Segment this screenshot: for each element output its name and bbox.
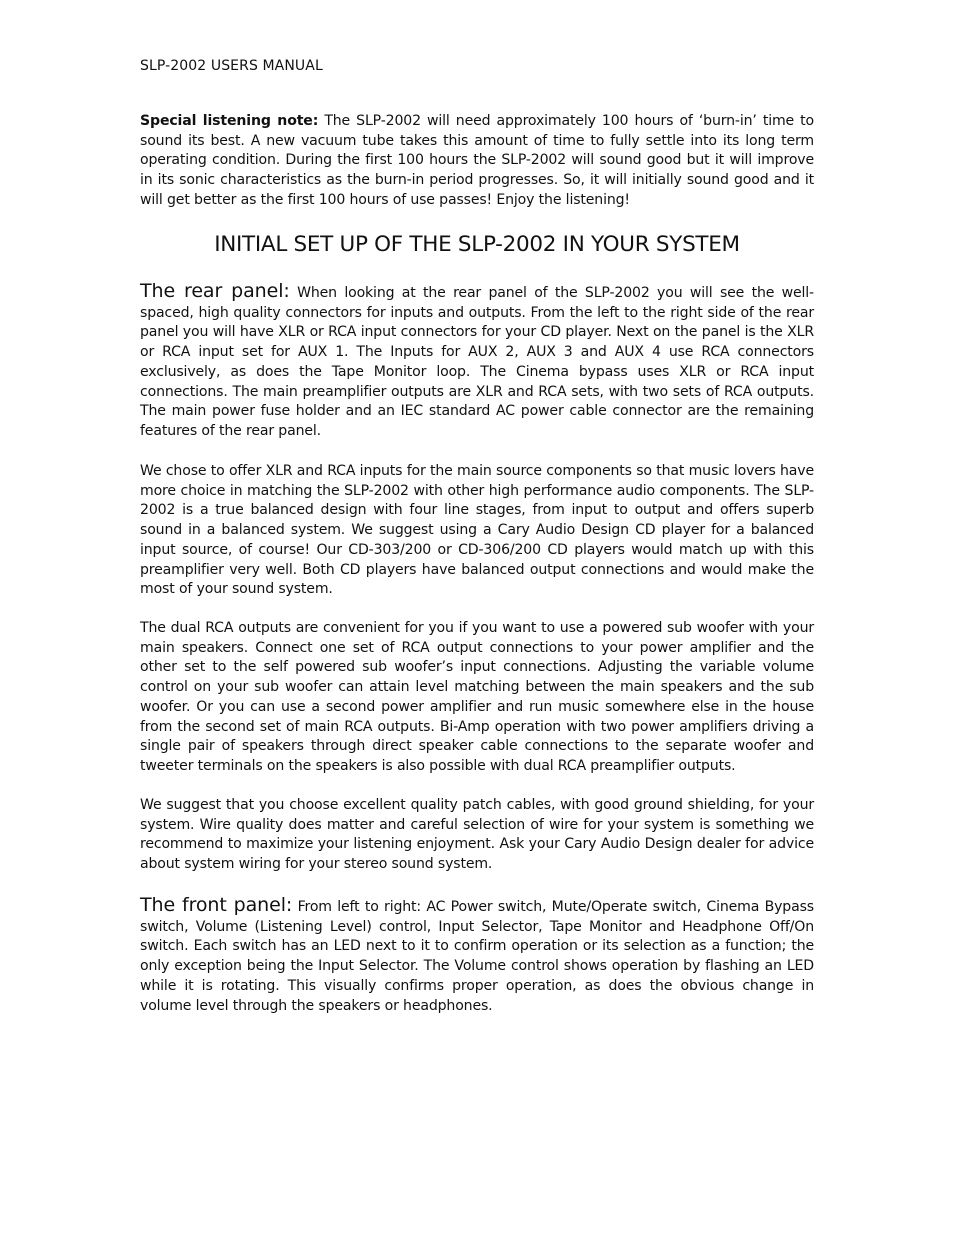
front-panel-text: From left to right: AC Power switch, Mute/Operate switch, Cinema Bypass switch, Volume (Listening Level) control, Input Selector, Tape Monitor and Headphone Off/On switch. Each switch has an LED next to it to confirm operation or its selection as a function; the only exception being the Input Selector. The Volume control shows operation by flashing an LED while it is rotating. This visually confirms proper operation, as does the obvious change in volume level through the speakers or headphones. [140,899,814,1014]
front-panel-paragraph [140,896,814,1016]
rear-panel-text: When looking at the rear panel of the SLP-2002 you will see the well-spaced, high quality connectors for inputs and outputs. From the left to the right side of the rear panel you will have XLR or RCA input connectors for your CD player. Next on the panel is the XLR or RCA input set for AUX 1. The Inputs for AUX 2, AUX 3 and AUX 4 use RCA connectors exclusively, as does the Tape Monitor loop. The Cinema bypass uses XLR or RCA input connections. The main preamplifier outputs are XLR and RCA sets, with two sets of RCA outputs. The main power fuse holder and an IEC standard AC power cable connector are the remaining features of the rear panel. [140,285,814,439]
special-note-lead: Special listening note: [140,113,319,129]
special-note-text: The SLP-2002 will need approximately 100 hours of ‘burn-in’ time to sound its best. A new vacuum tube takes this amount of time to fully settle into its long term operating condition. During the first 100 hours the SLP-2002 will sound good but it will improve in its sonic characteristics as the burn-in period progresses. So, it will initially sound good and it will get better as the first 100 hours of use passes! Enjoy the listening! [140,113,815,208]
rear-panel-heading: The rear panel: [140,280,290,302]
running-header: SLP-2002 USERS MANUAL [140,58,323,74]
xlr-rca-paragraph: We chose to offer XLR and RCA inputs for the main source components so that music lovers have more choice in matching the SLP-2002 with other high performance audio components. The SLP-2002 is a true balanced design with four line stages, from input to output and offers superb sound in a balanced system. We suggest using a Cary Audio Design CD player for a balanced input source, of course! Our CD-303/200 or CD-306/200 CD players would match up with this preamplifier very well. Both CD players have balanced output connections and would make the most of your sound system. [140,463,814,598]
section-title: INITIAL SET UP OF THE SLP-2002 IN YOUR SYSTEM [214,232,740,257]
rear-panel-paragraph [140,282,814,442]
special-listening-note [140,112,814,211]
dual-rca-paragraph: The dual RCA outputs are convenient for you if you want to use a powered sub woofer with your main speakers. Connect one set of RCA output connections to your power amplifier and the other set to the self powered sub woofer’s input connections. Adjusting the variable volume control on your sub woofer can attain level matching between the main speakers and the sub woofer. Or you can use a second power amplifier and run music somewhere else in the house from the second set of main RCA outputs. Bi-Amp operation with two power amplifiers driving a single pair of speakers through direct speaker cable connections to the separate woofer and tweeter terminals on the speakers is also possible with dual RCA preamplifier outputs. [140,620,814,774]
patch-cables-paragraph: We suggest that you choose excellent quality patch cables, with good ground shielding, for your system. Wire quality does matter and careful selection of wire for your system is something we recommend to maximize your listening enjoyment. Ask your Cary Audio Design dealer for advice about system wiring for your stereo sound system. [140,797,814,873]
front-panel-heading: The front panel: [140,894,293,916]
